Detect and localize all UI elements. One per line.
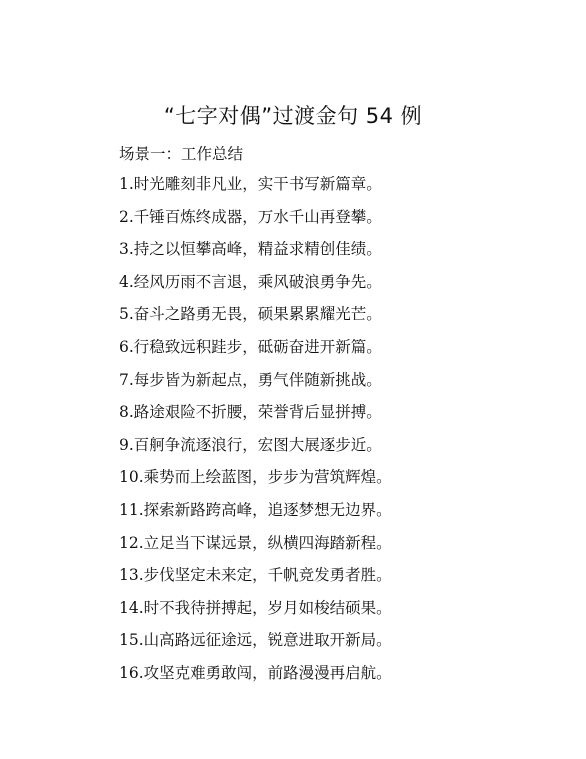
- sentence-line: 7.每步皆为新起点，勇气伴随新挑战。: [119, 370, 382, 389]
- sentence-line: 15.山高路远征途远，锐意进取开新局。: [119, 631, 392, 650]
- sentence-line: 2.千锤百炼终成器，万水千山再登攀。: [119, 207, 382, 226]
- sentence-line: 9.百舸争流逐浪行，宏图大展逐步近。: [119, 435, 382, 454]
- sentence-list: [119, 173, 392, 695]
- sentence-line: 14.时不我待拼搏起，岁月如梭结硕果。: [119, 598, 392, 617]
- sentence-line: 11.探索新路跨高峰，追逐梦想无边界。: [119, 500, 392, 519]
- sentence-line: 8.路途艰险不折腰，荣誉背后显拼搏。: [119, 403, 382, 422]
- sentence-line: 16.攻坚克难勇敢闯，前路漫漫再启航。: [119, 663, 392, 682]
- sentence-line: 4.经风历雨不言退，乘风破浪勇争先。: [119, 272, 382, 291]
- document-title: “七字对偶”过渡金句 54 例: [163, 104, 423, 128]
- sentence-line: 6.行稳致远积跬步，砥砺奋进开新篇。: [119, 337, 382, 356]
- sentence-line: 13.步伐坚定未来定，千帆竞发勇者胜。: [119, 566, 392, 585]
- sentence-line: 1.时光雕刻非凡业，实干书写新篇章。: [119, 175, 382, 193]
- sentence-line: 10.乘势而上绘蓝图，步步为营筑辉煌。: [119, 468, 392, 487]
- section-heading: 场景一：工作总结: [119, 145, 244, 163]
- sentence-line: 5.奋斗之路勇无畏，硕果累累耀光芒。: [119, 305, 382, 324]
- sentence-line: 3.持之以恒攀高峰，精益求精创佳绩。: [119, 240, 382, 259]
- sentence-line: 12.立足当下谋远景，纵横四海踏新程。: [119, 533, 392, 552]
